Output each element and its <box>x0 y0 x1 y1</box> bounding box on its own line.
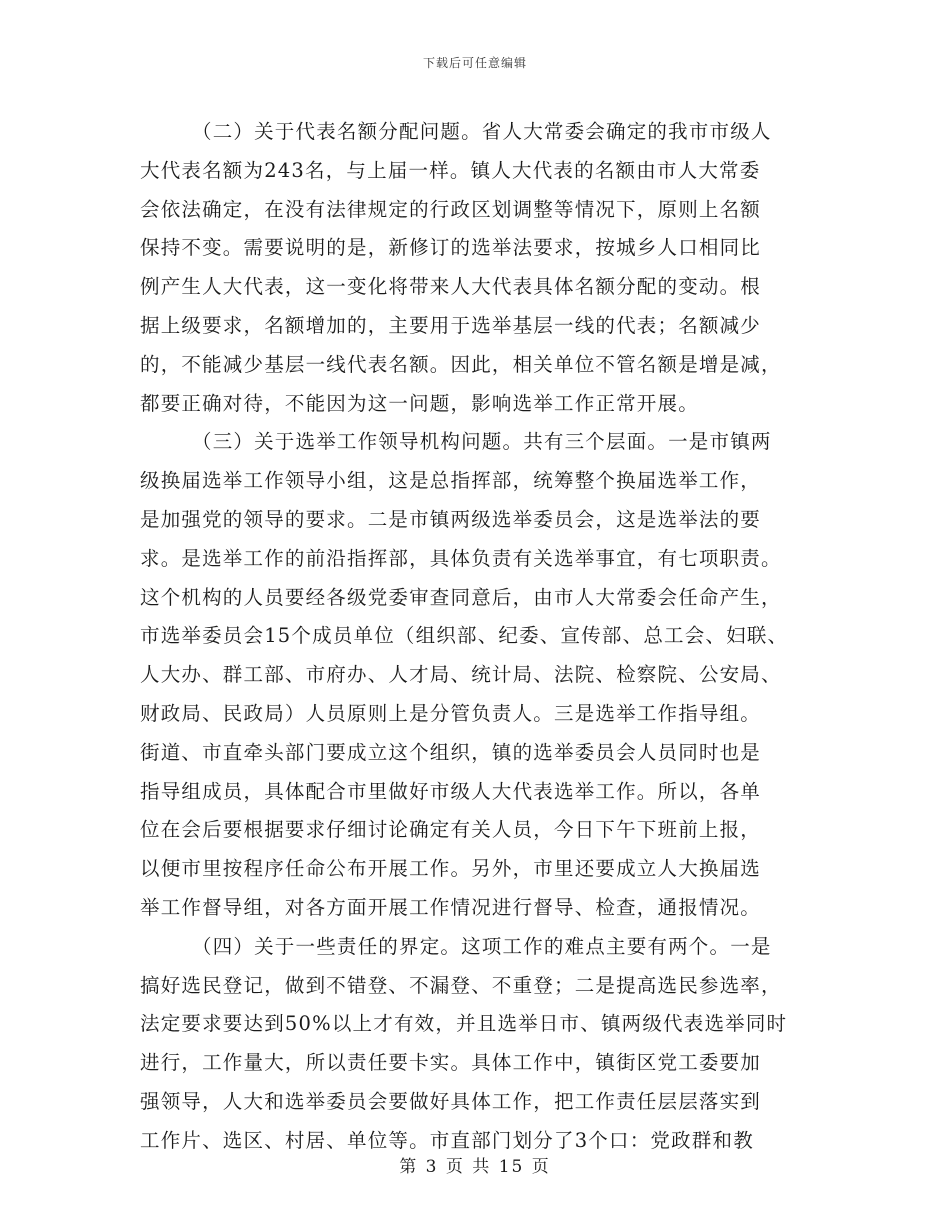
text-line: 例产生人大代表，这一变化将带来人大代表具体名额分配的变动。根 <box>140 275 762 299</box>
text-line: 搞好选民登记，做到不错登、不漏登、不重登；二是提高选民参选率， <box>140 973 782 997</box>
text-line: 会依法确定，在没有法律规定的行政区划调整等情况下，原则上名额 <box>140 197 762 221</box>
text-line: 财政局、民政局）人员原则上是分管负责人。三是选举工作指导组。 <box>140 701 762 725</box>
text-line: 据上级要求，名额增加的，主要用于选举基层一线的代表；名额减少 <box>140 313 762 337</box>
text-line: 保持不变。需要说明的是，新修订的选举法要求，按城乡人口相同比 <box>140 236 762 260</box>
text-line: 人大办、群工部、市府办、人才局、统计局、法院、检察院、公安局、 <box>140 663 782 687</box>
text-line: 都要正确对待，不能因为这一问题，影响选举工作正常开展。 <box>140 391 699 415</box>
text-line: 这个机构的人员要经各级党委审查同意后，由市人大常委会任命产生， <box>140 585 782 609</box>
text-line: 举工作督导组，对各方面开展工作情况进行督导、检查，通报情况。 <box>140 895 762 919</box>
paragraph-first-line: （四）关于一些责任的界定。这项工作的难点主要有两个。一是 <box>192 934 772 958</box>
text-line: 指导组成员，具体配合市里做好市级人大代表选举工作。所以，各单 <box>140 779 762 803</box>
paragraph-first-line: （二）关于代表名额分配问题。省人大常委会确定的我市市级人 <box>192 120 772 143</box>
text-line: 级换届选举工作领导小组，这是总指挥部，统筹整个换届选举工作， <box>140 469 762 493</box>
text-line: 法定要求要达到50%以上才有效，并且选举日市、镇两级代表选举同时 <box>140 1012 788 1036</box>
page-header: 下载后可任意编辑 <box>422 56 527 70</box>
document-body <box>140 113 820 1161</box>
text-line: 以便市里按程序任命公布开展工作。另外，市里还要成立人大换届选 <box>140 857 762 881</box>
text-line: 强领导，人大和选举委员会要做好具体工作，把工作责任层层落实到 <box>140 1089 762 1113</box>
text-line: 街道、市直牵头部门要成立这个组织，镇的选举委员会人员同时也是 <box>140 740 762 764</box>
text-line: 工作片、选区、村居、单位等。市直部门划分了3个口：党政群和教 <box>140 1128 754 1152</box>
page-footer: 第 3 页 共 15 页 <box>399 1157 551 1177</box>
text-line: 市选举委员会15个成员单位（组织部、纪委、宣传部、总工会、妇联、 <box>140 624 789 648</box>
text-line: 求。是选举工作的前沿指挥部，具体负责有关选举事宜，有七项职责。 <box>140 546 782 570</box>
text-line: 位在会后要根据要求仔细讨论确定有关人员，今日下午下班前上报， <box>140 818 762 842</box>
text-line: 是加强党的领导的要求。二是市镇两级选举委员会，这是选举法的要 <box>140 507 762 531</box>
paragraph-first-line: （三）关于选举工作领导机构问题。共有三个层面。一是市镇两 <box>192 430 772 454</box>
text-line: 大代表名额为243名，与上届一样。镇人大代表的名额由市人大常委 <box>140 158 761 182</box>
text-line: 进行，工作量大，所以责任要卡实。具体工作中，镇街区党工委要加 <box>140 1051 762 1075</box>
text-line: 的，不能减少基层一线代表名额。因此，相关单位不管名额是增是减， <box>140 352 782 376</box>
